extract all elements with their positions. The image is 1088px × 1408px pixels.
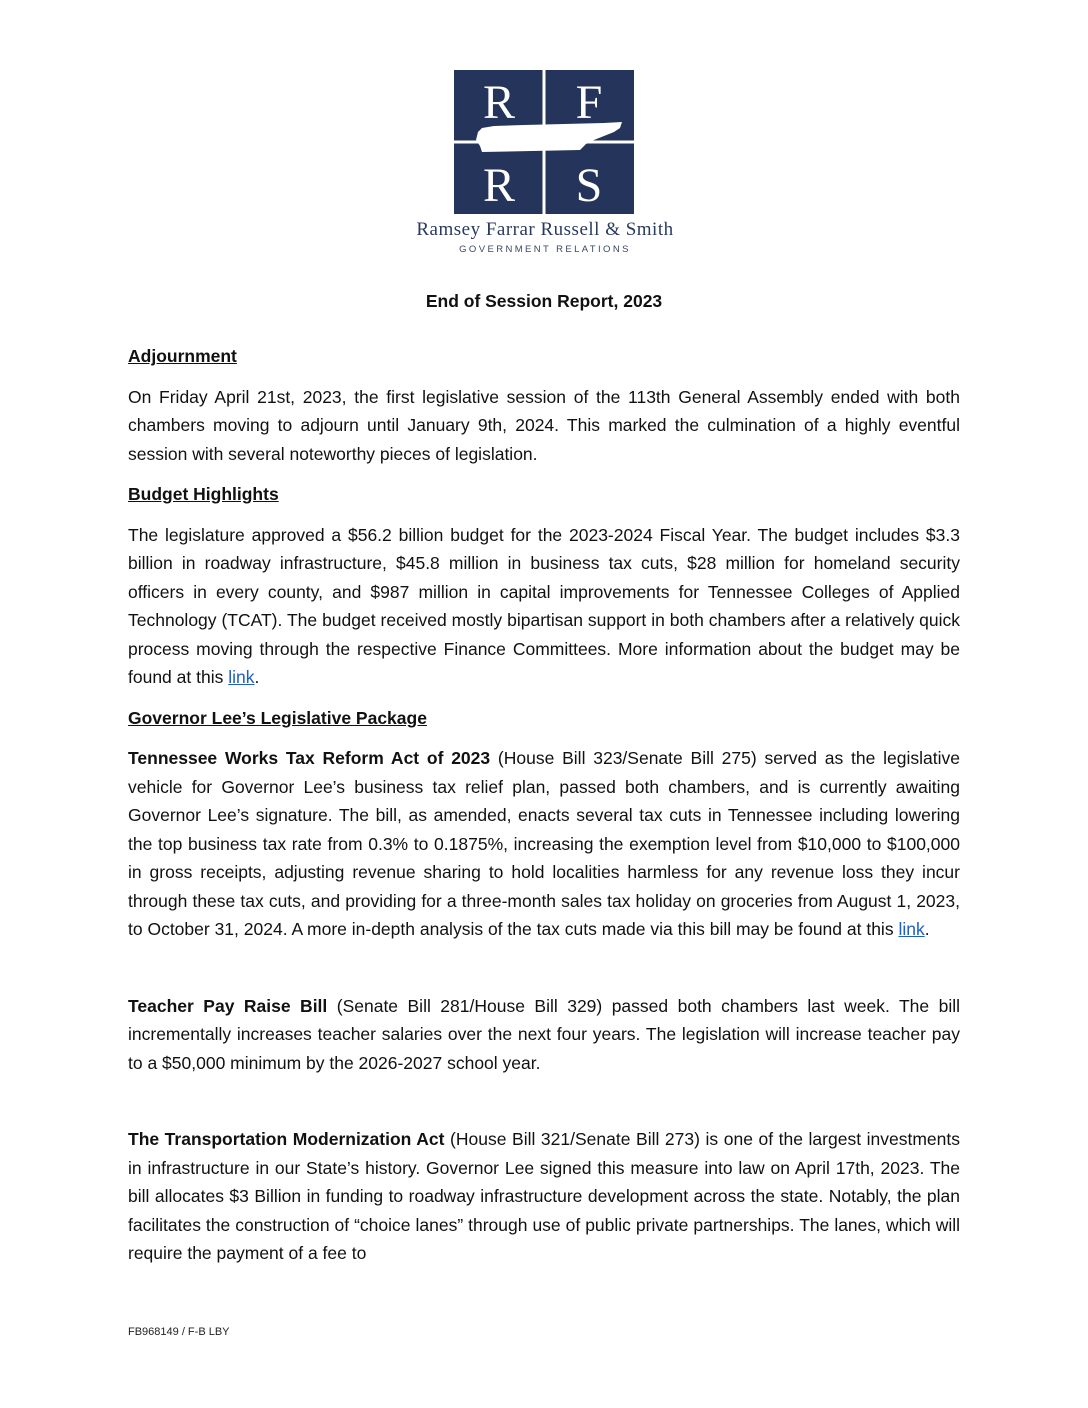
teacher-pay-paragraph bbox=[128, 992, 960, 1078]
budget-link[interactable]: link bbox=[228, 667, 255, 687]
logo-letter-r1: R bbox=[482, 76, 516, 129]
governor-package-heading: Governor Lee’s Legislative Package bbox=[128, 707, 427, 728]
teacher-pay-title: Teacher Pay Raise Bill bbox=[128, 995, 328, 1016]
transportation-text: (House Bill 321/Senate Bill 273) is one of the largest investments in infrastructure in our State’s history. Governor Lee signed this measure into law on April 17th, 2023. The bill allocates $3 Billion in funding to roadway infrastructure development across the state. Notably, the plan facilitates the construction of “choice lanes” through use of public private partnerships. The lanes, which will require the payment of a fee to bbox=[128, 1129, 961, 1263]
transportation-paragraph bbox=[128, 1125, 960, 1268]
spacer bbox=[128, 1089, 960, 1125]
tax-reform-period: . bbox=[924, 919, 930, 939]
budget-paragraph bbox=[128, 521, 960, 692]
logo-letter-r2: R bbox=[482, 159, 516, 212]
budget-heading: Budget Highlights bbox=[128, 484, 279, 504]
tax-reform-paragraph bbox=[128, 744, 960, 944]
tax-reform-text: (House Bill 323/Senate Bill 275) served as the legislative vehicle for Governor Lee’s business tax relief plan, passed both chambers, and is currently awaiting Governor Lee’s signature. The bill, as amended, enacts several tax cuts in Tennessee including lowering the top business tax rate from 0.3% to 0.1875%, increasing the exemption level from $10,000 to $100,000 in gross receipts, adjusting revenue sharing to hold localities harmless for any revenue loss they incur through these tax cuts, and providing for a three-month sales tax holiday on groceries from August 1, 2023, to October 31, 2024. A more in-depth analysis of the tax cuts made via this bill may be found at this bbox=[128, 748, 960, 939]
tax-reform-link[interactable]: link bbox=[898, 919, 925, 939]
teacher-pay-text: (Senate Bill 281/House Bill 329) passed both chambers last week. The bill incrementally increases teacher salaries over the next four years. The legislation will increase teacher pay to a $50,000 minimum by the 2026-2027 school year. bbox=[128, 995, 960, 1073]
spacer bbox=[128, 956, 960, 992]
company-logo bbox=[380, 68, 710, 258]
budget-text: The legislature approved a $56.2 billion budget for the 2023-2024 Fiscal Year. The budget includes $3.3 billion in roadway infrastructure, $45.8 million in business tax cuts, $28 million for homeland security officers in every county, and $987 million in capital improvements for Tennessee Colleges of Applied Technology (TCAT). The budget received mostly bipartisan support in both chambers after a relatively quick process moving through the respective Finance Committees. More information about the budget may be found at this bbox=[128, 524, 960, 687]
transportation-title: The Transportation Modernization Act bbox=[128, 1129, 445, 1149]
logo-letter-s: S bbox=[575, 159, 603, 212]
budget-period: . bbox=[254, 667, 260, 687]
logo-letter-f: F bbox=[575, 76, 603, 129]
report-title: End of Session Report, 2023 bbox=[425, 291, 663, 311]
logo-company-name: Ramsey Farrar Russell & Smith bbox=[416, 219, 674, 240]
logo-mark bbox=[454, 70, 634, 214]
logo-subtitle: GOVERNMENT RELATIONS bbox=[459, 244, 631, 255]
report-body bbox=[128, 342, 960, 1280]
tax-reform-title: Tennessee Works Tax Reform Act of 2023 bbox=[128, 748, 491, 768]
adjournment-heading: Adjournment bbox=[128, 346, 237, 366]
adjournment-paragraph: On Friday April 21st, 2023, the first legislative session of the 113th General Assembly ended with both chambers moving to adjourn until January 9th, 2024. This marked the culmination of a highly eventful session with several noteworthy pieces of legislation. bbox=[128, 386, 960, 464]
document-footer-code: FB968149 / F-B LBY bbox=[128, 1326, 230, 1338]
